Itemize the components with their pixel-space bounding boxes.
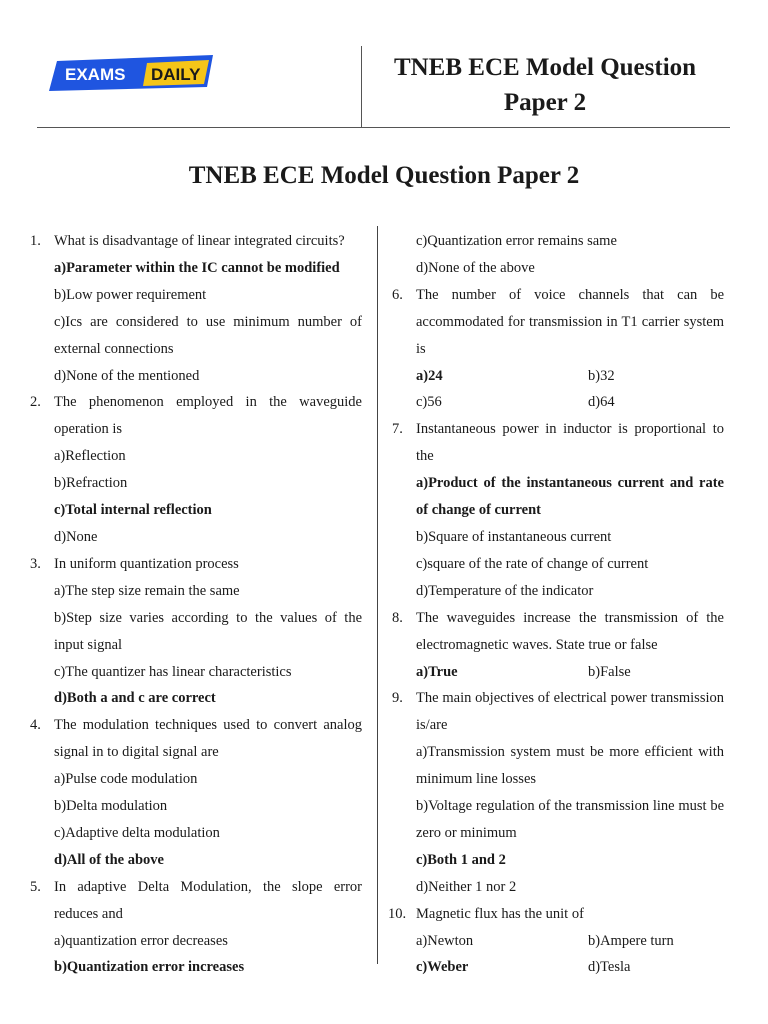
option-b: b)Ampere turn: [588, 932, 674, 949]
question-text: The phenomenon employed in the waveguide operation is: [54, 394, 362, 438]
header-title-line1: TNEB ECE Model Question: [393, 54, 697, 81]
option-a-answer: a)True: [416, 663, 458, 680]
question-number: 4.: [30, 717, 41, 734]
question-6: [392, 282, 724, 417]
exams-daily-logo: [47, 53, 213, 93]
option-b: b)Delta modulation: [54, 798, 168, 815]
question-text: The modulation techniques used to convert analog signal in to digital signal are: [54, 717, 362, 761]
option-a-answer: a)Parameter within the IC cannot be modified: [54, 259, 340, 276]
option-d: d)Temperature of the indicator: [416, 582, 594, 599]
question-number: 1.: [30, 233, 41, 249]
option-d: d)Neither 1 nor 2: [416, 878, 517, 895]
question-text: The number of voice channels that can be accommodated for transmission in T1 carrier system is: [416, 286, 724, 357]
question-7: [392, 416, 724, 604]
header-divider-horizontal: [37, 127, 730, 128]
option-b: b)Square of instantaneous current: [416, 528, 612, 545]
question-2: [30, 389, 362, 550]
question-number: 6.: [392, 286, 403, 303]
question-5-continued: [392, 228, 724, 282]
question-number: 2.: [30, 394, 41, 411]
question-number: 3.: [30, 555, 41, 572]
option-b: b)False: [588, 663, 631, 680]
header-divider-vertical: [361, 46, 362, 128]
option-b: b)Low power requirement: [54, 286, 207, 303]
question-number: 9.: [392, 690, 403, 707]
question-text: Magnetic flux has the unit of: [416, 905, 584, 922]
logo-text-exams: EXAMS: [65, 65, 126, 84]
option-d: d)None of the above: [416, 259, 535, 276]
option-b: b)32: [588, 367, 615, 384]
header-title: [375, 50, 715, 120]
question-text: The waveguides increase the transmission of the electromagnetic waves. State true or false: [416, 609, 724, 653]
option-a-answer: a)Product of the instantaneous current and rate of change of current: [416, 475, 724, 519]
column-divider: [377, 226, 378, 964]
option-d-answer: d)Both a and c are correct: [54, 690, 216, 707]
option-c: c)Ics are considered to use minimum number of external connections: [54, 313, 362, 357]
option-a: a)Pulse code modulation: [54, 771, 198, 788]
question-9: [392, 685, 724, 900]
question-number: 5.: [30, 878, 41, 895]
logo-text-daily: DAILY: [151, 65, 201, 84]
option-d: d)64: [588, 394, 615, 411]
left-column: [30, 228, 362, 981]
question-3: [30, 551, 362, 712]
option-b: b)Step size varies according to the values of the input signal: [54, 609, 362, 653]
option-c: c)Quantization error remains same: [416, 233, 617, 249]
option-d: d)None of the mentioned: [54, 367, 200, 384]
question-text: Instantaneous power in inductor is proportional to the: [416, 421, 724, 465]
question-4: [30, 712, 362, 873]
page-title: TNEB ECE Model Question Paper 2: [188, 162, 580, 189]
question-number: 8.: [392, 609, 403, 626]
option-b-answer: b)Quantization error increases: [54, 959, 245, 976]
option-a-answer: a)24: [416, 367, 443, 384]
option-a: a)quantization error decreases: [54, 932, 228, 949]
page-header: [0, 0, 768, 130]
question-10: [388, 901, 724, 982]
question-text: In uniform quantization process: [54, 555, 239, 572]
right-column: [388, 228, 724, 981]
question-number: 7.: [392, 421, 403, 438]
option-c: c)Adaptive delta modulation: [54, 824, 220, 841]
option-c: c)The quantizer has linear characteristics: [54, 663, 292, 680]
option-c-answer: c)Total internal reflection: [54, 502, 212, 519]
option-b: b)Refraction: [54, 475, 128, 492]
option-a: a)Newton: [416, 932, 474, 949]
option-a: a)Reflection: [54, 448, 126, 465]
option-b: b)Voltage regulation of the transmission line must be zero or minimum: [416, 798, 724, 841]
option-d: d)None: [54, 528, 98, 545]
header-title-line2: Paper 2: [503, 89, 587, 116]
question-number: 10.: [388, 905, 407, 922]
option-d-answer: d)All of the above: [54, 851, 164, 868]
question-text: In adaptive Delta Modulation, the slope error reduces and: [54, 878, 362, 922]
option-d: d)Tesla: [588, 959, 631, 976]
question-5: [30, 874, 362, 982]
option-c-answer: c)Weber: [416, 959, 469, 976]
option-a: a)The step size remain the same: [54, 582, 240, 599]
option-c: c)square of the rate of change of current: [416, 555, 649, 572]
question-1: [30, 228, 362, 389]
option-c-answer: c)Both 1 and 2: [416, 851, 506, 868]
option-a: a)Transmission system must be more efficient with minimum line losses: [416, 744, 724, 788]
question-text: What is disadvantage of linear integrated circuits?: [54, 233, 345, 249]
question-text: The main objectives of electrical power transmission is/are: [416, 690, 724, 734]
option-c: c)56: [416, 394, 442, 411]
question-8: [392, 605, 724, 686]
